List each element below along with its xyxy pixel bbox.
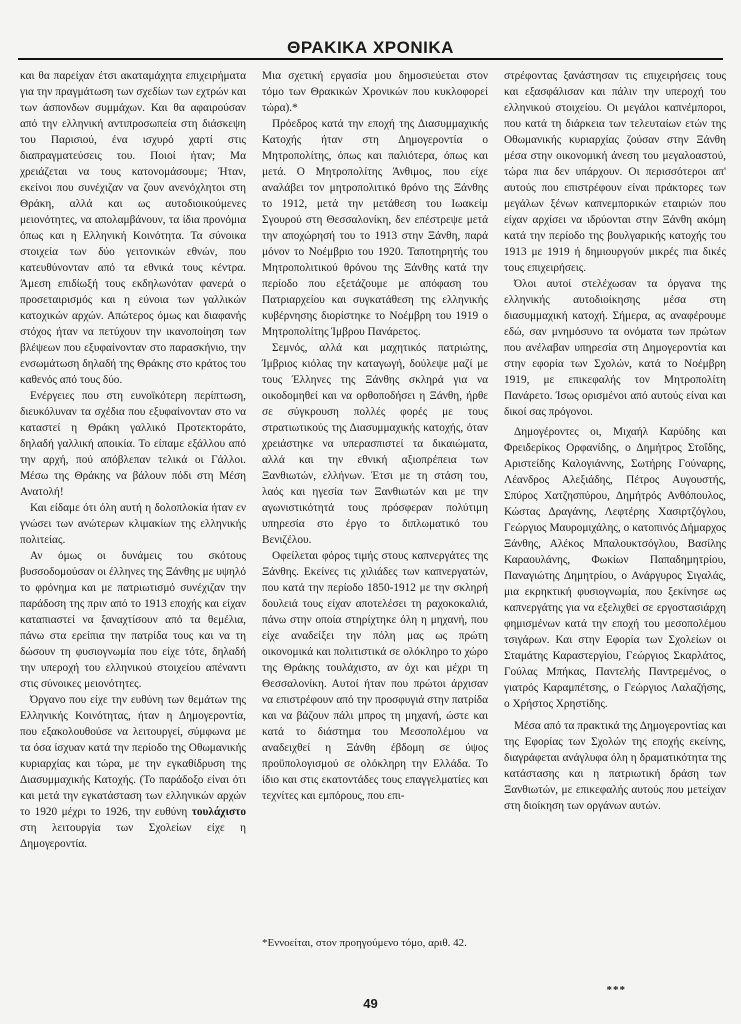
paragraph: Οφείλεται φόρος τιμής στους καπνεργάτες της Ξάνθης. Εκείνες τις χιλιάδες των καπνεργατών, που κατά την περίοδο 1850-1912 με την σκληρή δουλειά τους είχαν αποτελέσει τη ραχοκοκαλιά, πάνω στην οποία στηρίχτηκε όλη η μηχανή, που είχε αναδείξει την πόλη μας ως πρώτη οικονομικά και πολιτιστικά σε ολόκληρο το χώρο της Θράκης τουλάχιστο, αν όχι και μέχρι τη Θεσσαλονίκη. Αυτοί ήταν που πρώτοι άρχισαν να επιστρέφουν από την προσφυγιά στην πατρίδα και να βάζουν πάλι μπρος τη μηχανή, ώστε και κατά το διάστημα του Μεσοπολέμου να αναδειχθεί η Ξάνθη έβδομη σε ύψος προϋπολογισμού σε ολόκληρη την Ελλάδα. Το ίδιο και στις εκατοντάδες τους επαγγελματίες και τεχνίτες και εμπόρους, που επι-	[262, 550, 488, 802]
paragraph: Μια σχετική εργασία μου δημοσιεύεται στον τόμο των Θρακικών Χρονικών που κυκλοφορεί τώρα).*	[262, 70, 488, 114]
paragraph: Ενέργειες που στη ευνοϊκότερη περίπτωση, διευκόλυναν τα σχέδια που εξυφαίνονταν στο να καταστεί η Θράκη γαλλικό Προτεκτοράτο, δηλαδή γαλλική αποικία. Το είπαμε εξάλλου από την αρχή, πού απόβλεπαν τελικά οι Γάλλοι. Μέσω της Θράκης να βάλουν πόδι στη Μέση Ανατολή!	[20, 390, 246, 498]
paragraph-text: Όργανο που είχε την ευθύνη των θεμάτων της Ελληνικής Κοινότητας, ήταν η Δημογεροντία, που εξακολουθούσε να λειτουργεί, σύμφωνα με τα όσα ίσχυαν κατά την περίοδο της Οθωμανικής κυριαρχίας και τώρα, με την εγκαθίδρυση της Διασυμμαχικής Κατοχής. (Το παράδοξο είναι ότι και μετά την εγκατάσταση των ελληνικών αρχών το 1920 μέχρι το 1926, την ευθύνη	[20, 694, 246, 818]
paragraph: Αν όμως οι δυνάμεις του σκότους βυσσοδομούσαν οι έλληνες της Ξάνθης με υψηλό το φρόνημα και με πατριωτισμό συνέχιζαν την παράδοση της πριν από το 1913 εποχής και είχαν καταπιαστεί να ξαναχτίσουν από τα θεμέλια, πάνω στα ερείπια την πατρίδα τους και να τη δώσουν τη φυσιογνωμία που είχε τότε, δηλαδή την υπεροχή του ελληνικού στοιχείου απέναντι στις σύνοικες μειονότητες.	[20, 550, 246, 690]
bold-word: τουλάχιστο	[191, 806, 246, 818]
paragraph	[20, 692, 246, 852]
column-2	[262, 68, 488, 804]
paragraph: και θα παρείχαν έτσι ακαταμάχητα επιχειρήματα για την πραγμάτωση των σχεδίων των εχτρών και των άσπονδων συμμάχων. Και θα αφαιρούσαν από την ελληνική αντιπροσωπεία στη διάσκεψη του Παρισιού, ένα ισχυρό χαρτί στις διαπραγματεύσεις του. Ποιοί ήταν; Μα χρειάζεται να τους κατονομάσουμε; Ήταν, εκείνοι που συνέχιζαν να ζουν ανενόχλητοι στη Θράκη, αλλά και ως αυτοδιοικούμενες μειονότητες, να απολαμβάνουν, τα ίδια προνόμια όπως και η Ελληνική Κοινότητα. Τα σύνοικα στοιχεία των δύο γειτονικών εθνών, που κατευθύνονταν από τα εθνικά τους κέντρα. Άμεση επιδίωξή τους εκδηλωνόταν φανερά ο προσεταιρισμός και η εύνοια των γαλλικών κατοχικών αρχών. Απώτερος όμως και διαφανής στόχος ήταν να πετύχουν την ικανοποίηση των βλέψεων που εξυφαίνονταν στο παρασκήνιο, την ενσωμάτωση δηλαδή της Θράκης στο κράτος του καθενός από τους δύο.	[20, 70, 246, 386]
column-1	[20, 68, 246, 852]
paragraph: στρέφοντας ξανάστησαν τις επιχειρήσεις τους και εξασφάλισαν και πάλιν την υπεροχή του ελληνικού στοιχείου. Οι μεγάλοι καπνέμποροι, που κατά τη διάρκεια των τελευταίων ετών της Οθωμανικής κυριαρχίας ζούσαν στην Ξάνθη μέσα στην οικονομική άνεση του μεγαλοαστού, τώρα πια δεν υπάρχουν. Οι περισσότεροι απ' αυτούς που επιστρέφουν είναι πράκτορες των μεγάλων ξένων καπνεμπορικών εταιριών που είχαν αρχίσει να ιδρύονται στην Ξάνθη ακόμη κατά την περίοδο της βουλγαρικής κατοχής του 1913 με 1919 ή δημιουργούν μικρές πια δικές τους επιχειρήσεις.	[504, 70, 726, 274]
header-rule	[18, 58, 723, 60]
footnote: *Εννοείται, στον προηγούμενο τόμο, αριθ. 42.	[262, 937, 467, 949]
column-3	[504, 68, 726, 814]
paragraph: Πρόεδρος κατά την εποχή της Διασυμμαχικής Κατοχής ήταν στη Δημογεροντία ο Μητροπολίτης, όπως και παλιότερα, όπως και μετά. Ο Μητροπολίτης Άνθιμος, που είχε αναλάβει τον μητροπολιτικό θρόνο της Ξάνθης το 1912, μετά την μετάθεση του Ιωακείμ Σγουρού στη Θεσσαλονίκη, δεν επέστρεψε μετά την αποχώρησή του το 1913 στην Ξάνθη, παρά μόνον το Νοέμβριο του 1920. Ταποτηρητής του Μητροπολιτικού θρόνου της Ξάνθης κατά την περίοδο που εξετάζουμε με απόφαση του Πατριαρχείου και συγκατάθεση της ελληνικής κυβέρνησης διορίστηκε το Νοέμβρη του 1919 ο Μητροπολίτης Ίμβρου Πανάρετος.	[262, 118, 488, 338]
paragraph: Σεμνός, αλλά και μαχητικός πατριώτης, Ίμβριος κιόλας την καταγωγή, δούλεψε μαζί με τους Έλληνες της Ξάνθης σκληρά για να οικοδομηθεί και να ορθοποδήσει η Ξάνθη, ήρθε σε σύγκρουση πολλές φορές με τους στρατιωτικούς της Διασυμμαχικής κατοχής, όταν χρειάστηκε να υπερασπιστεί τα δικαιώματα, αλλά και την εθνική αξιοπρέπεια των Ξανθιωτών, ελλήνων. Έτσι με τη στάση του, λαός και ηγεσία των Ξανθιωτών και με την αγωνιστικότητά τους πρόσφεραν πολύτιμη υπηρεσία στο έργο το διπλωματικό του Βενιζέλου.	[262, 342, 488, 546]
paragraph: Και είδαμε ότι όλη αυτή η δολοπλοκία ήταν εν γνώσει των ανώτερων κλιμακίων της ελληνικής πολιτείας.	[20, 502, 246, 546]
page-number: 49	[363, 996, 378, 1011]
section-end-stars: ***	[606, 984, 626, 996]
paragraph-text: στη λειτουργία των Σχολείων είχε η Δημογεροντία.	[20, 822, 246, 850]
running-header: ΘΡΑΚΙΚΑ ΧΡΟΝΙΚΑ	[287, 38, 454, 57]
paragraph: Όλοι αυτοί στελέχωσαν τα όργανα της ελληνικής αυτοδιοίκησης μέσα στη διασυμμαχική κατοχή. Σήμερα, ας αναφέρουμε εδώ, σαν μνημόσυνο τα ονόματα των πρώτων που ανέλαβαν υπηρεσία στη Δημογεροντία και στην εφορία των Σχολών, κατά το Νοέμβρη 1919, με επικεφαλής τον Μητροπολίτη Πανάρετο. Ίσως ορισμένοι από αυτούς είναι και δικοί σας πρόγονοι.	[504, 278, 726, 418]
names-list: Δημογέροντες οι, Μιχαήλ Καρύδης και Φρειδερίκος Ορφανίδης, ο Δημήτρος Στοΐδης, Αριστείδης Καλογιάννης, Σωτήρης Γούναρης, Λέανδρος Αλεξιάδης, Πέτρος Αυγουστής, Σπύρος Χατζησπύρου, Δημήτρός Ανθόπουλος, Κώστας Δραγάνης, Λεφτέρης Χασιρτζόγλου, Γεώργιος Μαυρομιχάλης, ο κατοπινός Δήμαρχος Ξάνθης, Αλέκος Μπαλουκτσόγλου, Βασίλης Καραουλάνης, Φωκίων Παπαδημητρίου, Παναγιώτης Δημητρίου, ο Ανάργυρος Σιγαλάς, μια εκρηκτική φυσιογνωμία, που ξεκίνησε ως καπνεργάτης για να εξελιχθεί σε εργοστασιάρχη φημισμένων κατά την εποχή του μεσοπολέμου τσιγάρων. Και στην Εφορία των Σχολείων οι Σταμάτης Καραστεργίου, Γεώργιος Σκαρλάτος, Γούλας Μπήκας, Παντελής Παντρεμένος, ο γιατρός Καραμπέτσης, ο Γεώργιος Λαλαζήσης, ο Χρήστος Χρηστίδης.	[504, 426, 726, 710]
paragraph: Μέσα από τα πρακτικά της Δημογεροντίας και της Εφορίας των Σχολών της εποχής εκείνης, διαγράφεται ανάγλυφα όλη η δραματικότητα της κατάστασης και η πατριωτική δράση των Ξανθιωτών, με επικεφαλής αυτούς που μετείχαν στη διοίκηση των οργάνων αυτών.	[504, 720, 726, 812]
